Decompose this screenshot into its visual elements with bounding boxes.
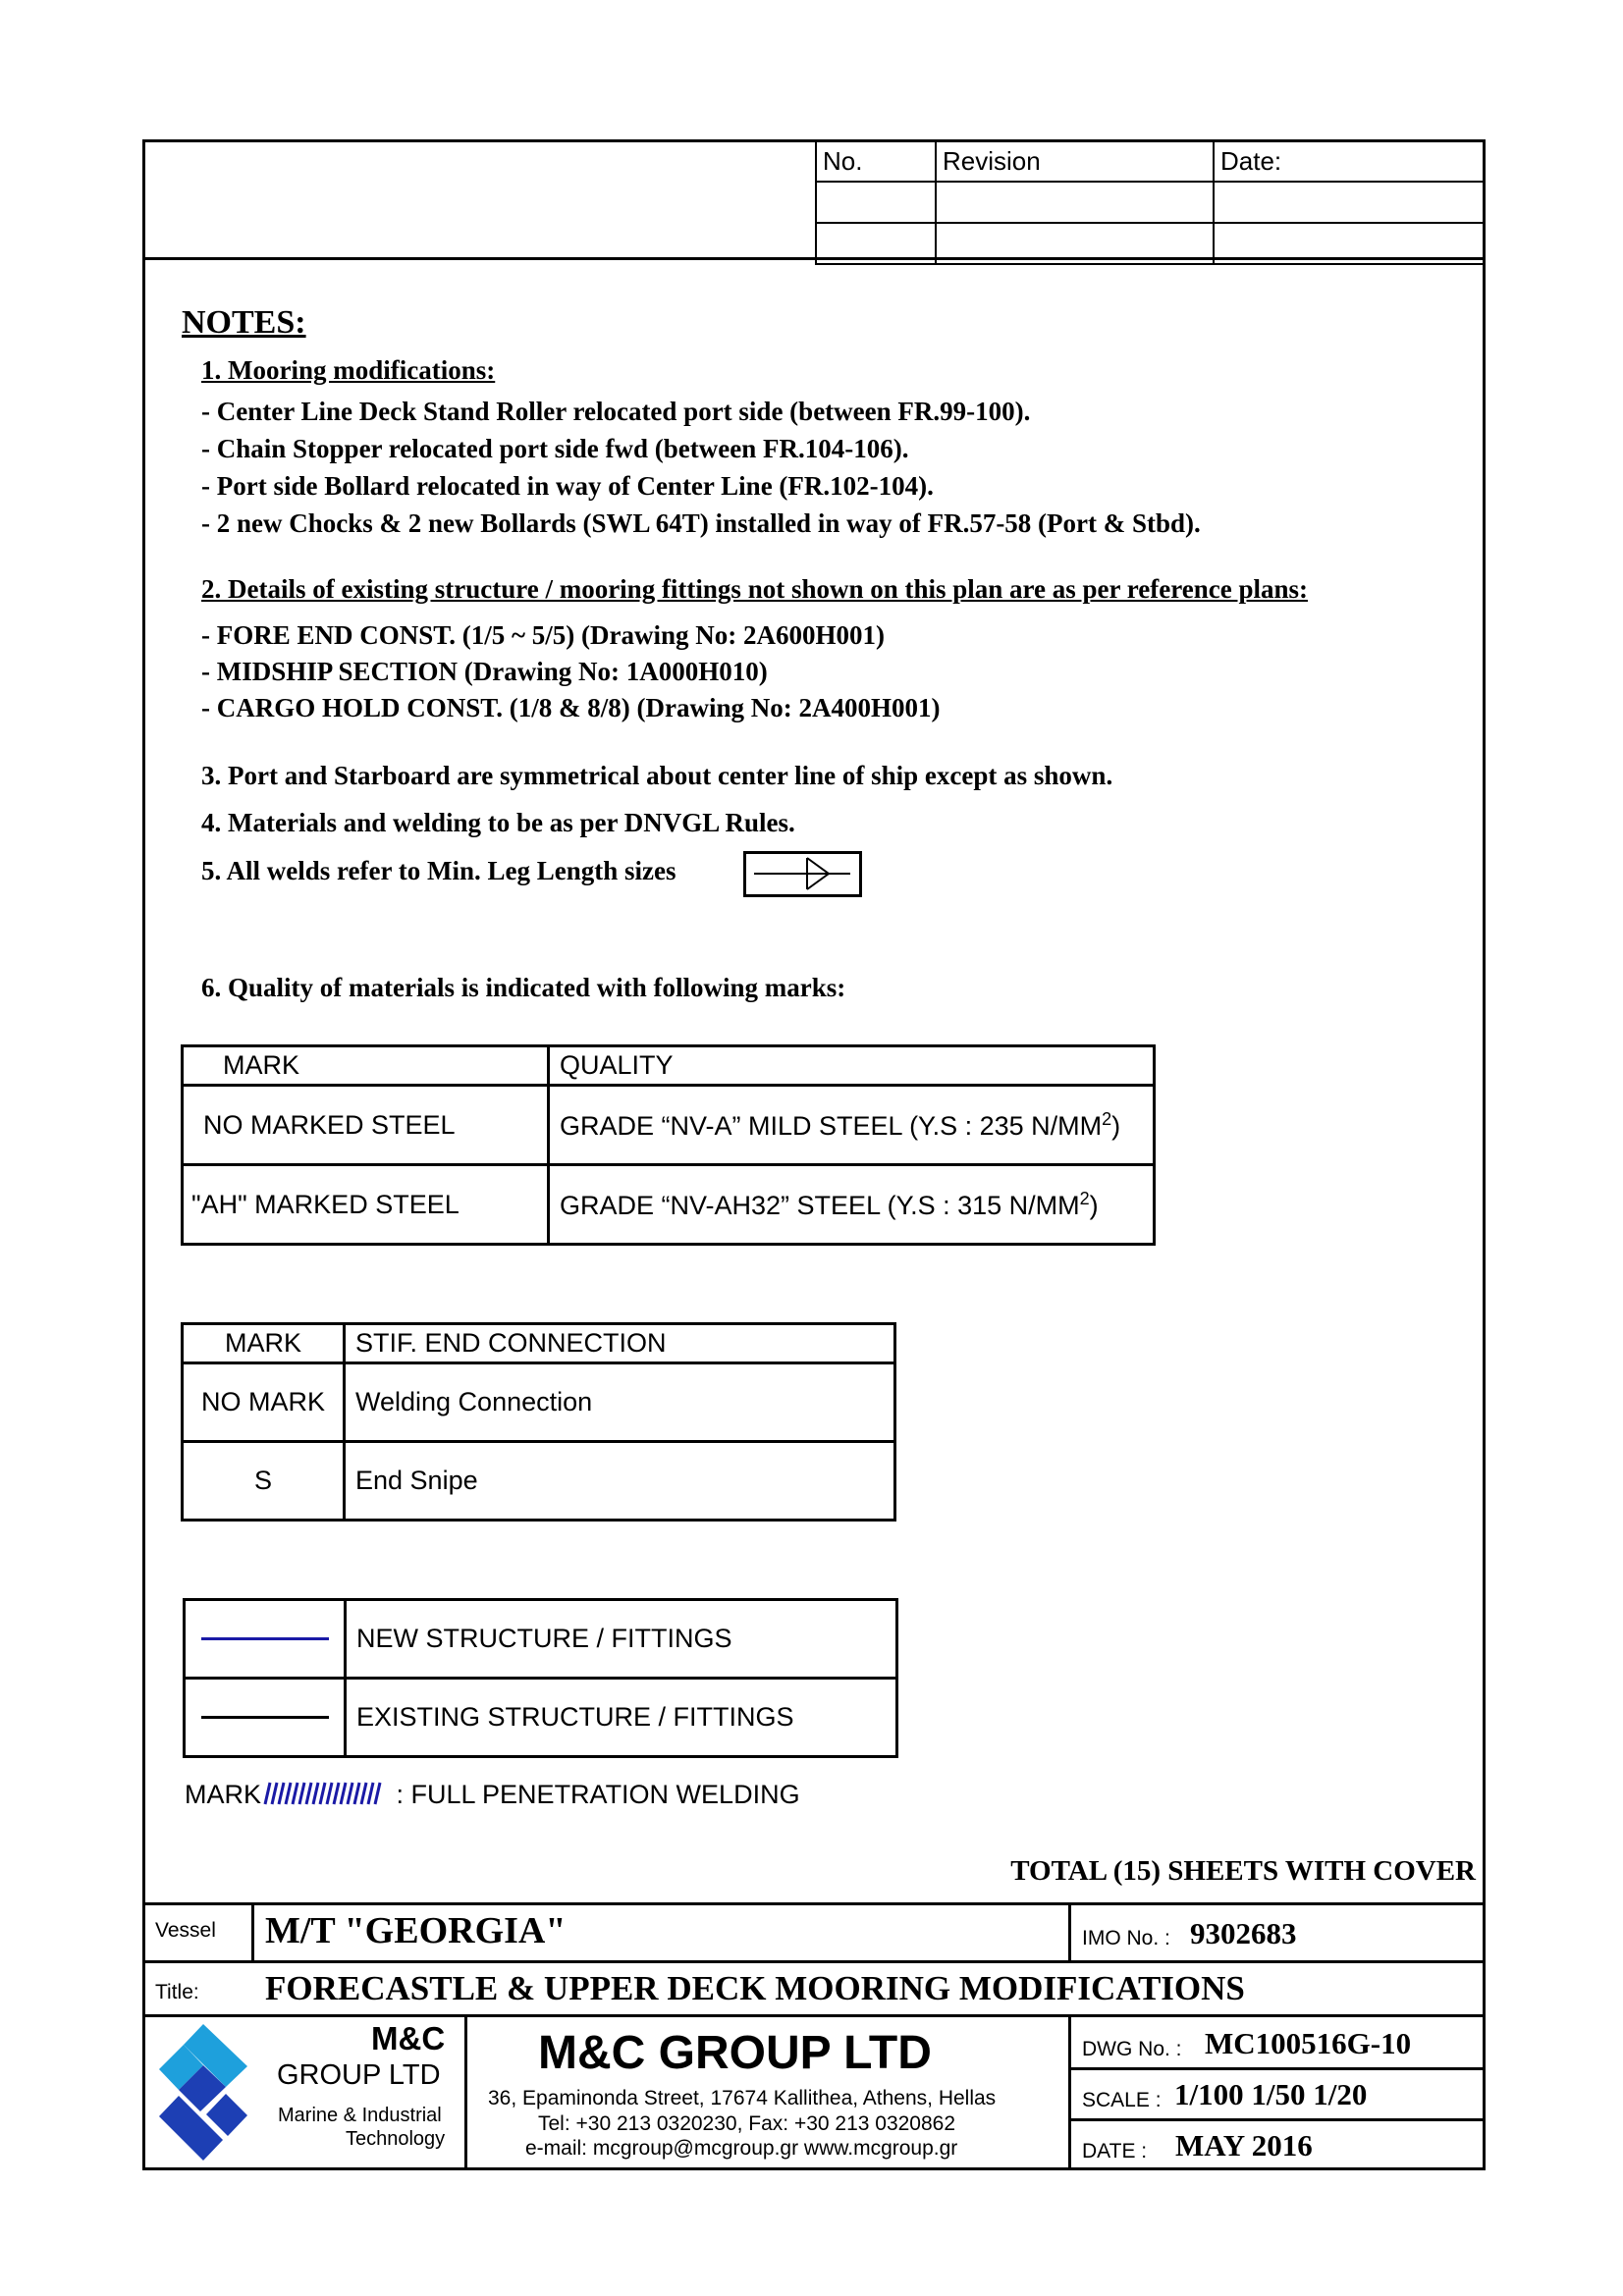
hatch-stroke: [368, 1783, 373, 1804]
logo-mc: M&C: [371, 2020, 446, 2056]
hatch-stroke: [320, 1783, 325, 1804]
tb-line: [1068, 1902, 1071, 1961]
stif-header-mark: MARK: [183, 1324, 345, 1363]
quality-header-mark: MARK: [183, 1046, 549, 1086]
rev-cell: [936, 182, 1214, 223]
company-email: e-mail: mcgroup@mcgroup.gr www.mcgroup.gr: [525, 2137, 958, 2160]
hatch-stroke: [375, 1783, 380, 1804]
quality-row-text: GRADE “NV-AH32” STEEL (Y.S : 315 N/MM: [560, 1190, 1080, 1220]
note-3: 3. Port and Starboard are symmetrical about center line of ship except as shown.: [201, 761, 1113, 790]
legend-swatch-cell: [185, 1600, 346, 1679]
hatch-stroke: [341, 1783, 346, 1804]
notes-title: NOTES:: [182, 304, 306, 341]
logo-sub2: Technology: [346, 2128, 446, 2150]
existing-structure-line: [201, 1716, 329, 1719]
hatch-stroke: [348, 1783, 352, 1804]
rev-header-date: Date:: [1214, 140, 1485, 182]
line-legend: [183, 1598, 898, 1758]
legend-existing-label: EXISTING STRUCTURE / FITTINGS: [346, 1679, 897, 1757]
stif-row-mark: S: [183, 1442, 345, 1521]
hatch-stroke: [286, 1783, 291, 1804]
company-name: M&C GROUP LTD: [538, 2027, 932, 2079]
quality-row-mark: "AH" MARKED STEEL: [183, 1165, 549, 1245]
rev-cell: [1214, 182, 1485, 223]
note-5: 5. All welds refer to Min. Leg Length sizes: [201, 856, 676, 885]
legend-new-label: NEW STRUCTURE / FITTINGS: [346, 1600, 897, 1679]
quality-table: [181, 1044, 1156, 1246]
hatch-stroke: [354, 1783, 359, 1804]
full-penetration-label: : FULL PENETRATION WELDING: [389, 1780, 800, 1809]
note-2-item: - CARGO HOLD CONST. (1/8 & 8/8) (Drawing No: 2A400H001): [201, 693, 941, 722]
hatch-stroke: [327, 1783, 332, 1804]
tb-line: [142, 2014, 1486, 2017]
tb-line: [1068, 2118, 1486, 2121]
hatch-stroke: [361, 1783, 366, 1804]
quality-row-close: ): [1111, 1110, 1121, 1141]
quality-row-mark: NO MARKED STEEL: [183, 1086, 549, 1165]
note-2-heading: 2. Details of existing structure / mooring fittings not shown on this plan are as per reference plans:: [201, 574, 1308, 604]
superscript: 2: [1102, 1108, 1112, 1129]
dwg-label: DWG No. :: [1082, 2038, 1182, 2060]
hatch-stroke: [279, 1783, 284, 1804]
note-6: 6. Quality of materials is indicated with following marks:: [201, 973, 846, 1002]
tb-line: [251, 1902, 254, 1961]
stif-header-conn: STIF. END CONNECTION: [345, 1324, 895, 1363]
quality-row-value: [549, 1086, 1155, 1165]
rev-cell: [816, 182, 936, 223]
date-value: MAY 2016: [1175, 2128, 1313, 2163]
vessel-label: Vessel: [155, 1919, 216, 1942]
note-1-item: - 2 new Chocks & 2 new Bollards (SWL 64T) installed in way of FR.57-58 (Port & Stbd).: [201, 508, 1201, 538]
legend-swatch-cell: [185, 1679, 346, 1757]
dwg-number: MC100516G-10: [1205, 2026, 1412, 2060]
scale-label: SCALE :: [1082, 2089, 1162, 2111]
drawing-title: FORECASTLE & UPPER DECK MOORING MODIFICATIONS: [265, 1969, 1245, 2007]
note-1-item: - Port side Bollard relocated in way of Center Line (FR.102-104).: [201, 471, 934, 501]
title-label: Title:: [155, 1981, 199, 2003]
stif-row-conn: End Snipe: [345, 1442, 895, 1521]
quality-row-value: [549, 1165, 1155, 1245]
hatch-stroke: [272, 1783, 277, 1804]
fillet-weld-icon: [746, 854, 859, 894]
mark-label: MARK: [185, 1780, 262, 1809]
company-address: 36, Epaminonda Street, 17674 Kallithea, Athens, Hellas: [488, 2087, 997, 2109]
quality-row-close: ): [1089, 1190, 1099, 1220]
tb-line: [142, 1902, 1486, 1905]
full-penetration-note: [185, 1780, 800, 1810]
quality-header-quality: QUALITY: [549, 1046, 1155, 1086]
date-label: DATE :: [1082, 2140, 1148, 2163]
stif-end-table: [181, 1322, 896, 1522]
note-1-item: - Chain Stopper relocated port side fwd (between FR.104-106).: [201, 434, 909, 463]
hatch-stroke: [293, 1783, 298, 1804]
note-2-item: - FORE END CONST. (1/5 ~ 5/5) (Drawing No: 2A600H001): [201, 620, 886, 650]
vessel-name: M/T "GEORGIA": [265, 1910, 567, 1951]
new-structure-line: [201, 1637, 329, 1640]
tb-line: [142, 1960, 1486, 1963]
stif-row-mark: NO MARK: [183, 1363, 345, 1442]
hatch-stroke: [334, 1783, 339, 1804]
quality-row-text: GRADE “NV-A” MILD STEEL (Y.S : 235 N/MM: [560, 1110, 1103, 1141]
hatch-stroke: [306, 1783, 311, 1804]
logo-sub1: Marine & Industrial: [278, 2105, 442, 2126]
revision-table: [815, 139, 1486, 259]
imo-number: 9302683: [1190, 1916, 1297, 1950]
tb-line: [1068, 2067, 1486, 2070]
note-4: 4. Materials and welding to be as per DNVGL Rules.: [201, 808, 795, 837]
logo-shape: [159, 2096, 223, 2161]
company-tel: Tel: +30 213 0320230, Fax: +30 213 0320862: [538, 2112, 956, 2135]
tb-line: [1068, 2014, 1071, 2169]
scale-value: 1/100 1/50 1/20: [1174, 2077, 1368, 2111]
rev-header-revision: Revision: [936, 140, 1214, 182]
weld-symbol: [743, 851, 862, 897]
hatch-stroke: [265, 1783, 270, 1804]
note-1-heading: 1. Mooring modifications:: [201, 355, 496, 385]
rev-header-no: No.: [816, 140, 936, 182]
tb-line: [464, 2014, 467, 2169]
total-sheets: TOTAL (15) SHEETS WITH COVER: [1010, 1855, 1476, 1887]
mc-group-logo-icon: [149, 2022, 267, 2164]
hatch-mark-icon: [261, 1781, 389, 1806]
hatch-stroke: [313, 1783, 318, 1804]
imo-label: IMO No. :: [1082, 1927, 1170, 1949]
stif-row-conn: Welding Connection: [345, 1363, 895, 1442]
superscript: 2: [1079, 1188, 1090, 1208]
logo-group: GROUP LTD: [277, 2059, 441, 2091]
note-1-item: - Center Line Deck Stand Roller relocated port side (between FR.99-100).: [201, 397, 1031, 426]
header-separator: [142, 257, 1486, 260]
note-2-item: - MIDSHIP SECTION (Drawing No: 1A000H010): [201, 657, 768, 686]
hatch-stroke: [299, 1783, 304, 1804]
